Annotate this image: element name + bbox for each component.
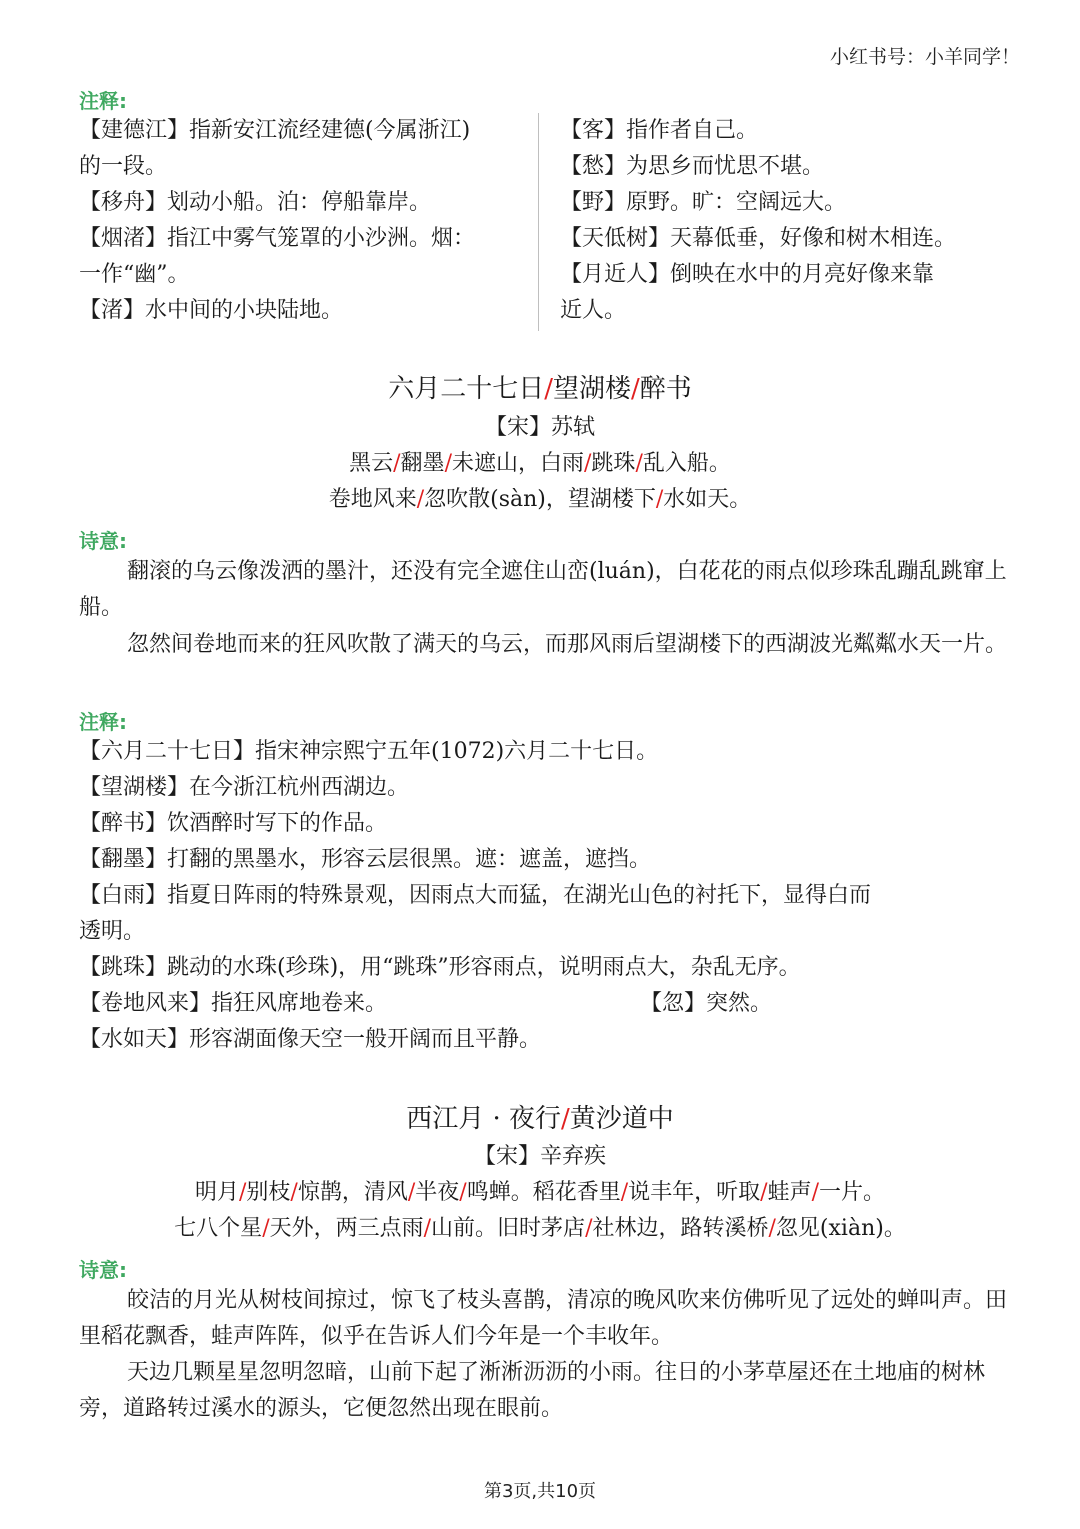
title-part: 醉书 <box>639 374 692 404</box>
poem-phrase: 翻墨 <box>400 451 445 476</box>
poem-author: 【宋】苏轼 <box>484 415 595 440</box>
poem-phrase: 黑云 <box>349 451 394 476</box>
poem-phrase: 水如天。 <box>663 487 752 512</box>
poem-line <box>0 446 1080 477</box>
slash-mark: / <box>423 1216 432 1241</box>
note-line: 【望湖楼】在今浙江杭州西湖边。 <box>79 775 410 800</box>
poem-title <box>0 368 1080 405</box>
slash-mark: / <box>459 1180 467 1205</box>
note-line: 【白雨】指夏日阵雨的特殊景观，因雨点大而猛，在湖光山色的衬托下，显得白而 <box>79 883 872 908</box>
slash-mark: / <box>585 1216 593 1241</box>
poem-phrase: 说丰年，听取 <box>628 1180 761 1205</box>
slash-mark: / <box>262 1216 270 1241</box>
column-divider <box>538 113 539 331</box>
note-line: 【移舟】划动小船。泊：停船靠岸。 <box>79 190 432 215</box>
slash-mark: / <box>407 1180 416 1205</box>
slash-mark: / <box>635 451 643 476</box>
poem-phrase: 蛙声 <box>767 1180 812 1205</box>
note-line: 【愁】为思乡而忧思不堪。 <box>560 154 825 179</box>
poem-line <box>0 1175 1080 1206</box>
note-line: 【卷地风来】指狂风席地卷来。 <box>79 991 388 1016</box>
note-line: 【翻墨】打翻的黑墨水，形容云层很黑。遮：遮盖，遮挡。 <box>79 847 652 872</box>
meaning-paragraph: 翻滚的乌云像泼洒的墨汁，还没有完全遮住山峦(luán)，白花花的雨点似珍珠乱蹦乱跳窜上船。 <box>79 559 1007 620</box>
note-line: 【醉书】饮酒醉时写下的作品。 <box>79 811 388 836</box>
poem-phrase: 忽见(xiàn)。 <box>775 1216 906 1241</box>
note-line: 透明。 <box>79 919 146 944</box>
meaning-paragraph: 天边几颗星星忽明忽暗，山前下起了淅淅沥沥的小雨。往日的小茅草屋还在土地庙的树林旁，道路转过溪水的源头，它便忽然出现在眼前。 <box>79 1360 986 1421</box>
watermark: 小红书号：小羊同学！ <box>829 46 1020 68</box>
meaning-label: 诗意: <box>79 529 127 553</box>
slash-mark: / <box>655 487 664 512</box>
poem-phrase: 忽吹散(sàn)，望湖楼下 <box>424 487 656 512</box>
poem-line <box>0 482 1080 513</box>
slash-mark: / <box>416 487 425 512</box>
note-line: 【六月二十七日】指宋神宗熙宁五年(1072)六月二十七日。 <box>79 739 659 764</box>
poem-phrase: 一片。 <box>819 1180 886 1205</box>
slash-mark: / <box>620 1180 629 1205</box>
slash-mark: / <box>393 451 401 476</box>
slash-mark: / <box>811 1180 820 1205</box>
poem-author: 【宋】辛弃疾 <box>473 1144 606 1169</box>
meaning-paragraph: 皎洁的月光从树枝间掠过，惊飞了枝头喜鹊，清凉的晚风吹来仿佛听见了远处的蝉叫声。田里稻花飘香，蛙声阵阵，似乎在告诉人们今年是一个丰收年。 <box>79 1288 1008 1349</box>
slash-mark: / <box>631 374 640 404</box>
slash-mark: / <box>584 451 592 476</box>
page-number: 第3页,共10页 <box>483 1481 597 1502</box>
note-line: 的一段。 <box>79 154 168 179</box>
note-line: 【忽】突然。 <box>640 991 773 1016</box>
notes-label: 注释: <box>79 89 127 113</box>
note-line: 【水如天】形容湖面像天空一般开阔而且平静。 <box>79 1027 542 1052</box>
poem-phrase: 七八个星 <box>174 1216 263 1241</box>
meaning-paragraph: 忽然间卷地而来的狂风吹散了满天的乌云，而那风雨后望湖楼下的西湖波光粼粼水天一片。 <box>127 632 1008 657</box>
poem-phrase: 未遮山，白雨 <box>451 451 584 476</box>
note-line: 【建德江】指新安江流经建德(今属浙江) <box>79 118 471 143</box>
slash-mark: / <box>444 451 452 476</box>
poem-phrase: 鸣蝉。稻花香里 <box>466 1180 621 1205</box>
note-line: 【月近人】倒映在水中的月亮好像来靠 <box>560 262 935 287</box>
poem-phrase: 乱入船。 <box>642 451 731 476</box>
note-line: 【野】原野。旷：空阔远大。 <box>560 190 847 215</box>
poem-phrase: 跳珠 <box>591 451 636 476</box>
meaning-label: 诗意: <box>79 1258 127 1282</box>
poem-phrase: 别枝 <box>246 1180 291 1205</box>
note-line: 【客】指作者自己。 <box>560 118 759 143</box>
note-line: 一作“幽”。 <box>79 262 190 287</box>
title-part: 西江月 · 夜行 <box>406 1104 561 1134</box>
slash-mark: / <box>768 1216 776 1241</box>
poem-phrase: 山前。旧时茅店 <box>431 1216 586 1241</box>
slash-mark: / <box>561 1104 570 1134</box>
poem-phrase: 明月 <box>194 1180 239 1205</box>
slash-mark: / <box>544 374 553 404</box>
poem-phrase: 半夜 <box>415 1180 460 1205</box>
poem-phrase: 惊鹊，清风 <box>297 1180 408 1205</box>
slash-mark: / <box>290 1180 298 1205</box>
poem-line <box>0 1211 1080 1242</box>
note-line: 【烟渚】指江中雾气笼罩的小沙洲。烟： <box>79 226 476 251</box>
poem-phrase: 社林边，路转溪桥 <box>592 1216 769 1241</box>
notes-label: 注释: <box>79 710 127 734</box>
title-part: 黄沙道中 <box>569 1104 674 1134</box>
note-line: 【天低树】天幕低垂，好像和树木相连。 <box>560 226 957 251</box>
title-part: 望湖楼 <box>552 374 631 404</box>
note-line: 【跳珠】跳动的水珠(珍珠)，用“跳珠”形容雨点，说明雨点大，杂乱无序。 <box>79 955 801 980</box>
slash-mark: / <box>238 1180 247 1205</box>
slash-mark: / <box>760 1180 768 1205</box>
note-line: 近人。 <box>560 298 627 323</box>
poem-title <box>0 1098 1080 1135</box>
note-line: 【渚】水中间的小块陆地。 <box>79 298 344 323</box>
title-part: 六月二十七日 <box>388 374 545 404</box>
poem-phrase: 卷地风来 <box>328 487 417 512</box>
poem-phrase: 天外，两三点雨 <box>269 1216 424 1241</box>
